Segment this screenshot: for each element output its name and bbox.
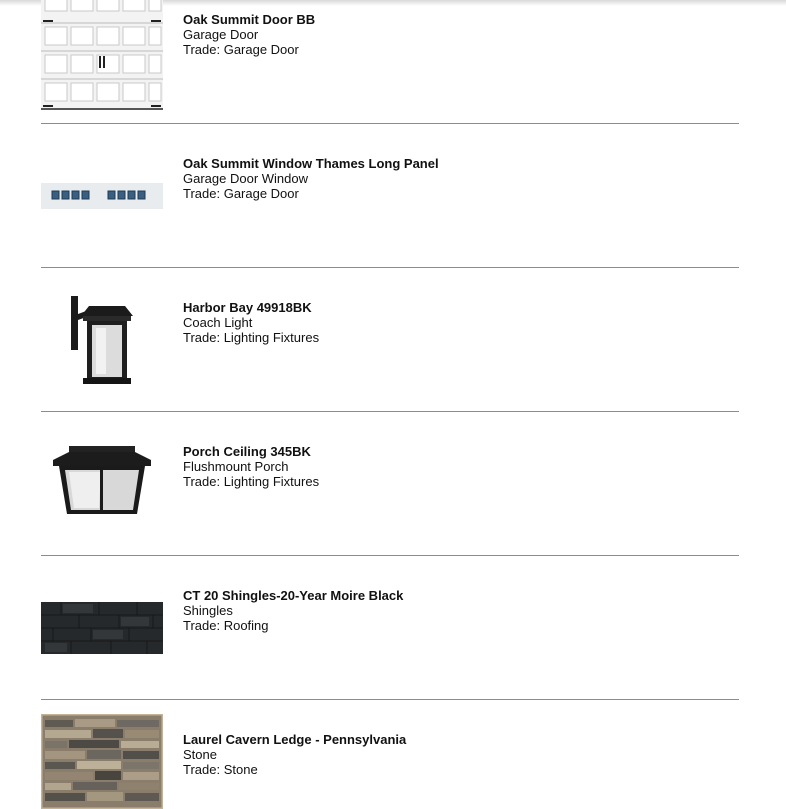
product-name: Oak Summit Window Thames Long Panel: [183, 156, 439, 171]
product-trade: Trade: Lighting Fixtures: [183, 474, 320, 489]
coach-light-image: [41, 294, 163, 390]
product-category: Coach Light: [183, 315, 253, 330]
shingles-image: [41, 602, 163, 654]
item-divider: [41, 555, 739, 556]
product-trade: Trade: Lighting Fixtures: [183, 330, 320, 345]
product-name: Porch Ceiling 345BK: [183, 444, 311, 459]
product-name: Laurel Cavern Ledge - Pennsylvania: [183, 732, 407, 747]
item-divider: [41, 267, 739, 268]
product-name: Harbor Bay 49918BK: [183, 300, 312, 315]
garage-window-image: [41, 183, 163, 209]
product-category: Flushmount Porch: [183, 459, 289, 474]
product-category: Stone: [183, 747, 217, 762]
product-item: [41, 720, 739, 809]
item-divider: [41, 123, 739, 124]
item-divider: [41, 699, 739, 700]
product-name: CT 20 Shingles-20-Year Moire Black: [183, 588, 404, 603]
item-divider: [41, 411, 739, 412]
product-category: Shingles: [183, 603, 233, 618]
product-category: Garage Door: [183, 27, 259, 42]
garage-door-image: [41, 0, 163, 110]
flushmount-light-image: [41, 442, 163, 518]
product-trade: Trade: Garage Door: [183, 42, 299, 57]
product-trade: Trade: Stone: [183, 762, 258, 777]
stone-image: [41, 714, 163, 809]
product-category: Garage Door Window: [183, 171, 308, 186]
product-trade: Trade: Garage Door: [183, 186, 299, 201]
product-trade: Trade: Roofing: [183, 618, 269, 633]
product-name: Oak Summit Door BB: [183, 12, 316, 27]
